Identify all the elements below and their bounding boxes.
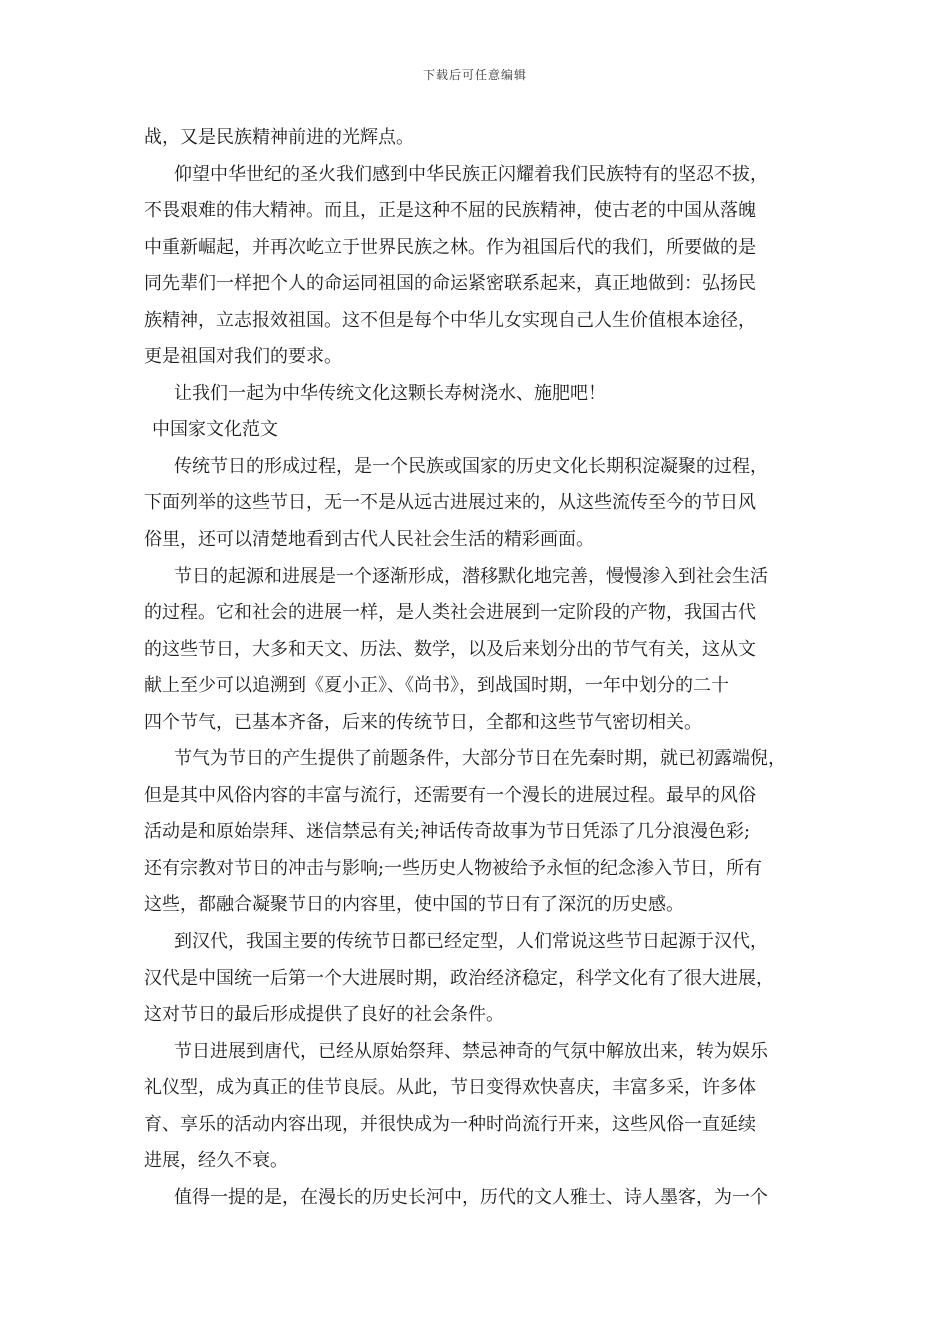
text-line: 活动是和原始崇拜、迷信禁忌有关;神话传奇故事为节日凭添了几分浪漫色彩; <box>144 821 751 843</box>
text-line: 俗里，还可以清楚地看到古代人民社会生活的精彩画面。 <box>144 529 594 551</box>
text-line: 传统节日的形成过程，是一个民族或国家的历史文化长期积淀凝聚的过程， <box>174 455 768 477</box>
text-line: 值得一提的是，在漫长的历史长河中，历代的文人雅士、诗人墨客，为一个 <box>174 1186 768 1208</box>
text-line: 让我们一起为中华传统文化这颗长寿树浇水、施肥吧！ <box>174 382 606 404</box>
text-line: 汉代是中国统一后第一个大进展时期，政治经济稳定，科学文化有了很大进展， <box>144 967 774 989</box>
text-line: 还有宗教对节日的冲击与影响;一些历史人物被给予永恒的纪念渗入节日，所有 <box>144 857 763 879</box>
text-line: 节气为节日的产生提供了前题条件，大部分节日在先秦时期，就已初露端倪， <box>174 748 786 770</box>
text-line: 同先辈们一样把个人的命运同祖国的命运紧密联系起来，真正地做到：弘扬民 <box>144 273 756 295</box>
text-line: 更是祖国对我们的要求。 <box>144 346 342 368</box>
text-line: 仰望中华世纪的圣火我们感到中华民族正闪耀着我们民族特有的坚忍不拔， <box>174 163 768 185</box>
text-line: 育、享乐的活动内容出现，并很快成为一种时尚流行开来，这些风俗一直延续 <box>144 1113 756 1135</box>
text-line: 进展，经久不衰。 <box>144 1150 288 1172</box>
text-line: 族精神，立志报效祖国。这不但是每个中华儿女实现自己人生价值根本途径， <box>144 309 756 331</box>
document-body <box>144 120 810 1216</box>
text-line: 下面列举的这些节日，无一不是从远古进展过来的，从这些流传至今的节日风 <box>144 492 756 514</box>
text-line: 的过程。它和社会的进展一样，是人类社会进展到一定阶段的产物，我国古代 <box>144 602 756 624</box>
text-line: 战，又是民族精神前进的光辉点。 <box>144 127 414 148</box>
text-line: 献上至少可以追溯到《夏小正》、《尚书》，到战国时期，一年中划分的二十 <box>144 675 729 697</box>
text-line: 但是其中风俗内容的丰富与流行，还需要有一个漫长的进展过程。最早的风俗 <box>144 784 756 806</box>
page-header: 下载后可任意编辑 <box>422 68 527 82</box>
text-line: 这对节日的最后形成提供了良好的社会条件。 <box>144 1004 504 1026</box>
text-line: 到汉代，我国主要的传统节日都已经定型，人们常说这些节日起源于汉代， <box>174 931 768 953</box>
text-line: 节日进展到唐代，已经从原始祭拜、禁忌神奇的气氛中解放出来，转为娱乐 <box>174 1040 768 1062</box>
text-line: 中重新崛起，并再次屹立于世界民族之林。作为祖国后代的我们，所要做的是 <box>144 236 756 258</box>
text-line: 节日的起源和进展是一个逐渐形成，潜移默化地完善，慢慢渗入到社会生活 <box>174 565 768 587</box>
text-line: 的这些节日，大多和天文、历法、数学，以及后来划分出的节气有关，这从文 <box>144 638 756 660</box>
text-line: 不畏艰难的伟大精神。而且，正是这种不屈的民族精神，使古老的中国从落魄 <box>144 200 756 222</box>
section-heading: 中国家文化范文 <box>152 419 278 441</box>
text-line: 四个节气，已基本齐备，后来的传统节日，全都和这些节气密切相关。 <box>144 711 702 733</box>
text-line: 这些，都融合凝聚节日的内容里，使中国的节日有了深沉的历史感。 <box>144 894 684 916</box>
text-line: 礼仪型，成为真正的佳节良辰。从此，节日变得欢快喜庆，丰富多采，许多体 <box>144 1077 756 1099</box>
